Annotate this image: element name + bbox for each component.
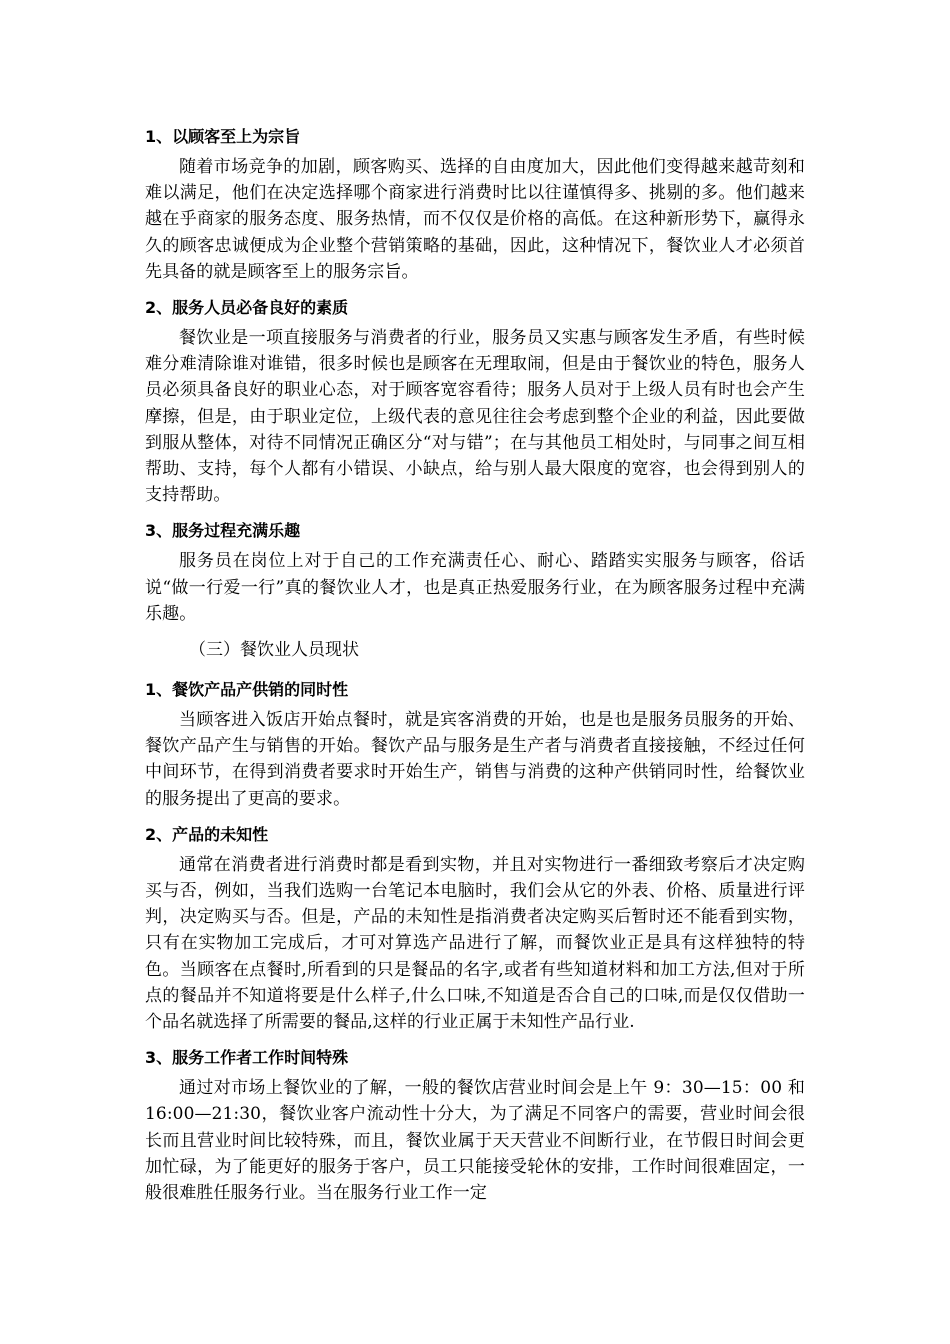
section-heading: 2、产品的未知性	[145, 824, 269, 844]
document-page	[145, 120, 805, 1206]
section-heading: 2、服务人员必备良好的素质	[145, 298, 349, 318]
section-paragraph: 当顾客进入饭店开始点餐时，就是宾客消费的开始，也是也是服务员服务的开始、餐饮产品产生与销售的开始。餐饮产品与服务是生产者与消费者直接接触，不经过任何中间环节，在得到消费者要求时开始生产，销售与消费的这种产供销同时性，给餐饮业的服务提出了更高的要求。	[145, 710, 805, 809]
chapter-subheading: （三）餐饮业人员现状	[189, 640, 359, 661]
section-heading: 3、服务过程充满乐趣	[145, 521, 301, 541]
section-paragraph: 服务员在岗位上对于自己的工作充满责任心、耐心、踏踏实实服务与顾客，俗话说“做一行爱一行”真的餐饮业人才，也是真正热爱服务行业，在为顾客服务过程中充满乐趣。	[145, 551, 805, 624]
section-paragraph: 餐饮业是一项直接服务与消费者的行业，服务员又实惠与顾客发生矛盾，有些时候难分难清除谁对谁错，很多时候也是顾客在无理取闹，但是由于餐饮业的特色，服务人员必须具备良好的职业心态，对于顾客宽容看待；服务人员对于上级人员有时也会产生摩擦，但是，由于职业定位，上级代表的意见往往会考虑到整个企业的利益，因此要做到服从整体，对待不同情况正确区分“对与错”；在与其他员工相处时，与同事之间互相帮助、支持，每个人都有小错误、小缺点，给与别人最大限度的宽容，也会得到别人的支持帮助。	[145, 328, 805, 506]
section-paragraph: 随着市场竞争的加剧，顾客购买、选择的自由度加大，因此他们变得越来越苛刻和难以满足，他们在决定选择哪个商家进行消费时比以往谨慎得多、挑剔的多。他们越来越在乎商家的服务态度、服务热情，而不仅仅是价格的高低。在这种新形势下，赢得永久的顾客忠诚便成为企业整个营销策略的基础，因此，这种情况下，餐饮业人才必须首先具备的就是顾客至上的服务宗旨。	[145, 157, 805, 282]
section-paragraph: 通过对市场上餐饮业的了解，一般的餐饮店营业时间会是上午 9：30—15：00 和 16:00—21:30，餐饮业客户流动性十分大，为了满足不同客户的需要，营业时间会很长而且营业时间比较特殊，而且，餐饮业属于天天营业不间断行业，在节假日时间会更加忙碌，为了能更好的服务于客户，员工只能接受轮休的安排，工作时间很难固定，一般很难胜任服务行业。当在服务行业工作一定	[145, 1078, 805, 1204]
section-paragraph: 通常在消费者进行消费时都是看到实物，并且对实物进行一番细致考察后才决定购买与否，例如，当我们选购一台笔记本电脑时，我们会从它的外表、价格、质量进行评判，决定购买与否。但是，产品的未知性是指消费者决定购买后暂时还不能看到实物，只有在实物加工完成后，才可对算选产品进行了解，而餐饮业正是具有这样独特的特色。当顾客在点餐时,所看到的只是餐品的名字,或者有些知道材料和加工方法,但对于所点的餐品并不知道将要是什么样子,什么口味,不知道是否合自己的口味,而是仅仅借助一个品名就选择了所需要的餐品,这样的行业正属于未知性产品行业.	[145, 854, 805, 1033]
section-heading: 1、以顾客至上为宗旨	[145, 127, 301, 146]
section-heading: 3、服务工作者工作时间特殊	[145, 1048, 349, 1068]
section-heading: 1、餐饮产品产供销的同时性	[145, 680, 349, 700]
